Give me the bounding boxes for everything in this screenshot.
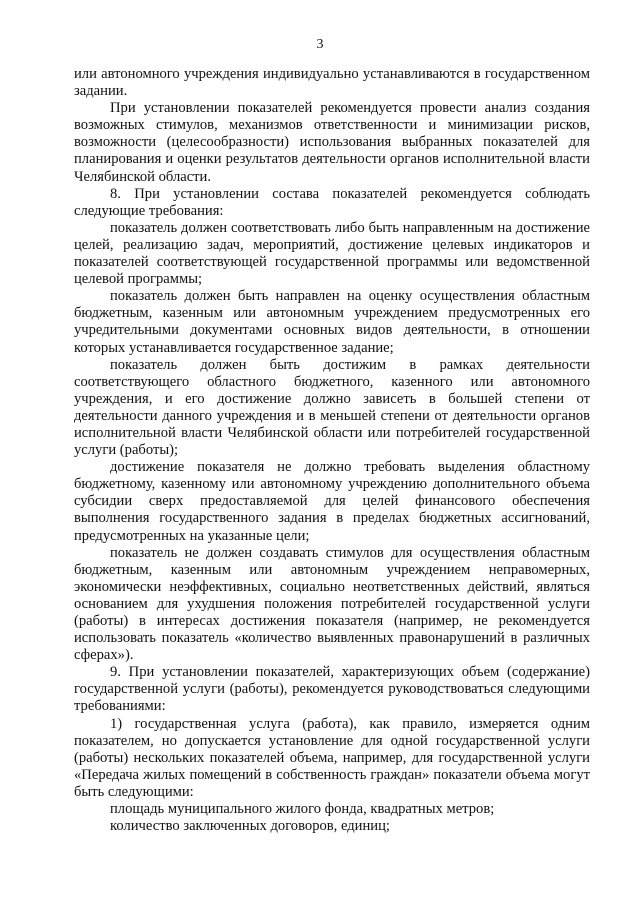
paragraph: достижение показателя не должно требовать выделения областному бюджетному, казенному или автономному учреждению дополнительного объема субсидии сверх предоставляемой для целей финансового обеспечения выполнения государственного задания в пределах бюджетных ассигнований, предусмотренных на указанные цели; bbox=[74, 459, 590, 544]
paragraph-clause-9: 9. При установлении показателей, характеризующих объем (содержание) государственной услуги (работы), рекомендуется руководствоваться следующими требованиями: bbox=[74, 664, 590, 715]
paragraph: показатель должен соответствовать либо быть направленным на достижение целей, реализацию задач, мероприятий, достижение целевых индикаторов и показателей соответствующей государственной программы или ведомственной целевой программы; bbox=[74, 219, 590, 288]
paragraph-clause-8: 8. При установлении состава показателей рекомендуется соблюдать следующие требования: bbox=[74, 185, 590, 219]
paragraph: количество заключенных договоров, единиц; bbox=[110, 818, 390, 835]
paragraph: показатель должен быть направлен на оценку осуществления областным бюджетным, казенным или автономным учреждением предусмотренных его учредительными документами основных видов деятельности, в отношении которых устанавливается государственное задание; bbox=[74, 288, 590, 356]
paragraph: показатель не должен создавать стимулов для осуществления областным бюджетным, казенным или автономным учреждением неправомерных, экономически неэффективных, социально неответственных действий, являться основанием для ухудшения положения потребителей государственной услуги (работы) в интересах достижения показателя (например, не рекомендуется использовать показатель «количество выявленных правонарушений в различных сферах»). bbox=[74, 544, 590, 664]
paragraph: площадь муниципального жилого фонда, квадратных метров; bbox=[110, 801, 495, 818]
paragraph-continuation: или автономного учреждения индивидуально устанавливаются в государственном задании. bbox=[74, 66, 590, 100]
paragraph-item-1: 1) государственная услуга (работа), как правило, измеряется одним показателем, но допускается установление для одной государственной услуги (работы) нескольких показателей объема, например, для государственной услуги «Передача жилых помещений в собственность граждан» показатели объема могут быть следующими: bbox=[74, 715, 590, 800]
paragraph: При установлении показателей рекомендуется провести анализ создания возможных стимулов, механизмов ответственности и минимизации рисков, возможности (целесообразности) использования выбранных показателей для планирования и оценки результатов деятельности органов исполнительной власти Челябинской области. bbox=[74, 100, 590, 185]
paragraph: показатель должен быть достижим в рамках деятельности соответствующего областного бюджетного, казенного или автономного учреждения, и его достижение должно зависеть в большей степени от деятельности данного учреждения и в меньшей степени от деятельности органов исполнительной власти Челябинской области или потребителей государственной услуги (работы); bbox=[74, 356, 590, 459]
page-number: 3 bbox=[316, 37, 324, 52]
document-body bbox=[74, 66, 590, 835]
